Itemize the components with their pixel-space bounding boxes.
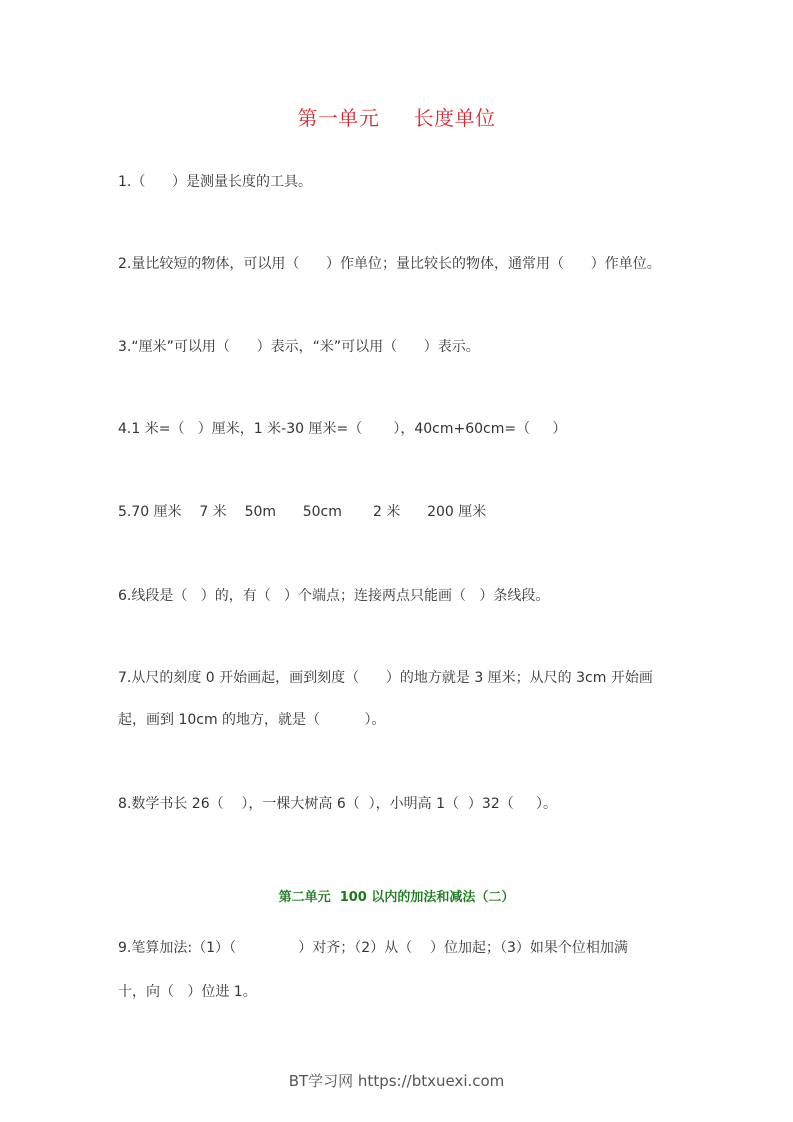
question-8-line-1: 8.数学书长 26（ ），一棵大树高 6（ ），小明高 1（ ）32（ ）。: [118, 796, 558, 812]
question-1-line-1: 1.（ ）是测量长度的工具。: [118, 174, 313, 190]
question-6-line-1: 6.线段是（ ）的，有（ ）个端点；连接两点只能画（ ）条线段。: [118, 588, 550, 604]
question-9-line-2: 十，向（ ）位进 1。: [118, 984, 257, 1000]
question-7-line-1: 7.从尺的刻度 0 开始画起，画到刻度（ ）的地方就是 3 厘米；从尺的 3cm 开始画: [118, 670, 653, 686]
question-4-line-1: 4.1 米=（ ）厘米，1 米-30 厘米=（ ），40cm+60cm=（ ）: [118, 421, 567, 437]
footer-watermark: BT学习网 https://btxuexi.com: [288, 1072, 505, 1090]
unit2-title: 第二单元 100 以内的加法和减法（二）: [278, 890, 515, 905]
question-2-line-1: 2.量比较短的物体，可以用（ ）作单位；量比较长的物体，通常用（ ）作单位。: [118, 256, 661, 272]
unit1-title: 第一单元 长度单位: [297, 106, 496, 130]
question-5-line-1: 5.70 厘米 7 米 50m 50cm 2 米 200 厘米: [118, 504, 487, 520]
question-3-line-1: 3.“厘米”可以用（ ）表示，“米”可以用（ ）表示。: [118, 339, 480, 355]
question-9-line-1: 9.笔算加法:（1）（ ）对齐；（2）从（ ）位加起；（3）如果个位相加满: [118, 940, 628, 956]
question-7-line-2: 起，画到 10cm 的地方，就是（ ）。: [118, 712, 386, 728]
